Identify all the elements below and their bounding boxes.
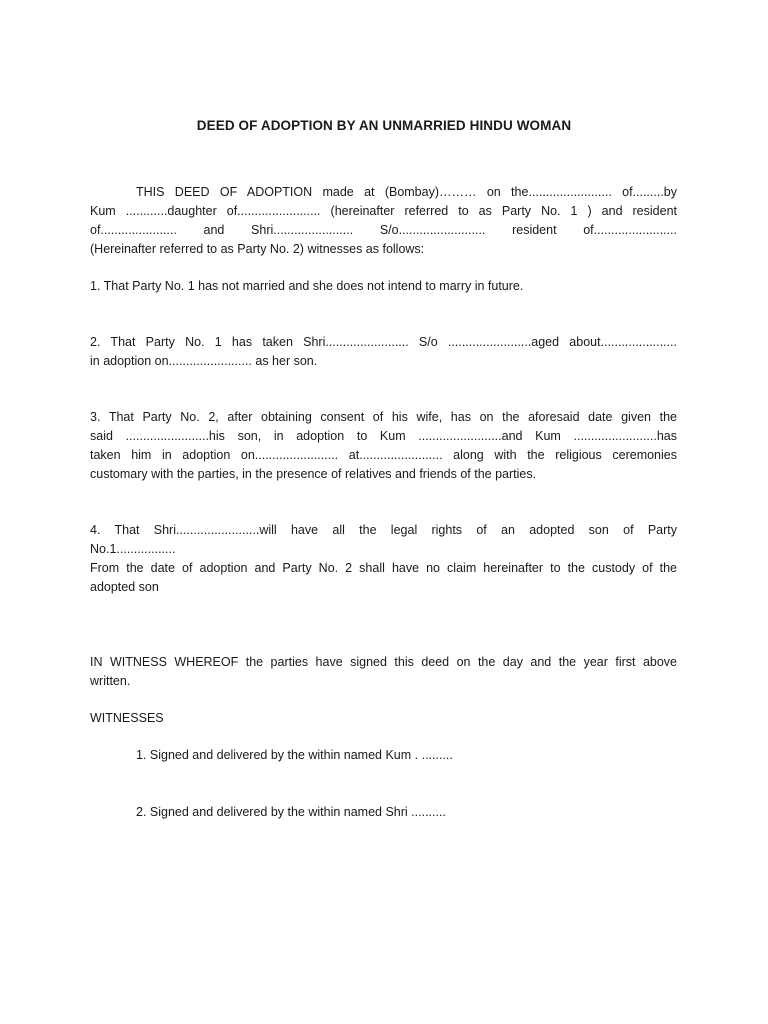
clause-4-line-2: No.1................. [90,542,176,556]
clause-3-line-3: taken him in adoption on........................ at........................ along with the religious ceremonies [90,448,677,462]
clause-4-line-4: adopted son [90,580,159,594]
clause-4-line-3: From the date of adoption and Party No. 2 shall have no claim hereinafter to the custody of the [90,561,677,575]
witnesses-heading: WITNESSES [90,711,164,725]
clause-1-text: 1. That Party No. 1 has not married and she does not intend to marry in future. [90,279,524,293]
witness-whereof-line-2: written. [90,674,131,688]
clause-2 [90,333,677,371]
preamble-line-4: (Hereinafter referred to as Party No. 2) witnesses as follows: [90,242,425,256]
clause-3-line-2: said ........................his son, in adoption to Kum ........................and Kum ........................has [90,429,677,443]
preamble-line-3: of...................... and Shri....................... S/o......................... resident of........................ [90,223,677,237]
clause-3-line-4: customary with the parties, in the presence of relatives and friends of the parties. [90,467,537,481]
clause-4-line-1: 4. That Shri........................will have all the legal rights of an adopted son of Party [90,523,677,537]
document-title: DEED OF ADOPTION BY AN UNMARRIED HINDU WOMAN [196,118,572,133]
clause-1 [90,277,677,296]
witness-item-1: 1. Signed and delivered by the within named Kum . ......... [136,748,453,762]
clause-2-line-2: in adoption on........................ as her son. [90,354,318,368]
clause-4 [90,521,677,597]
preamble-paragraph [90,183,677,259]
clause-2-line-1: 2. That Party No. 1 has taken Shri........................ S/o ........................aged about...................... [90,335,677,349]
witness-whereof-line-1: IN WITNESS WHEREOF the parties have signed this deed on the day and the year first above [90,655,677,669]
witness-whereof-paragraph [90,653,677,691]
preamble-line-1: THIS DEED OF ADOPTION made at (Bombay)……… on the........................ of.........by [136,185,677,199]
preamble-line-2: Kum ............daughter of........................ (hereinafter referred to as Party No. 1 ) and resident [90,204,677,218]
clause-3 [90,408,677,484]
clause-3-line-1: 3. That Party No. 2, after obtaining consent of his wife, has on the aforesaid date given the [90,410,677,424]
witness-item-2: 2. Signed and delivered by the within named Shri .......... [136,805,446,819]
